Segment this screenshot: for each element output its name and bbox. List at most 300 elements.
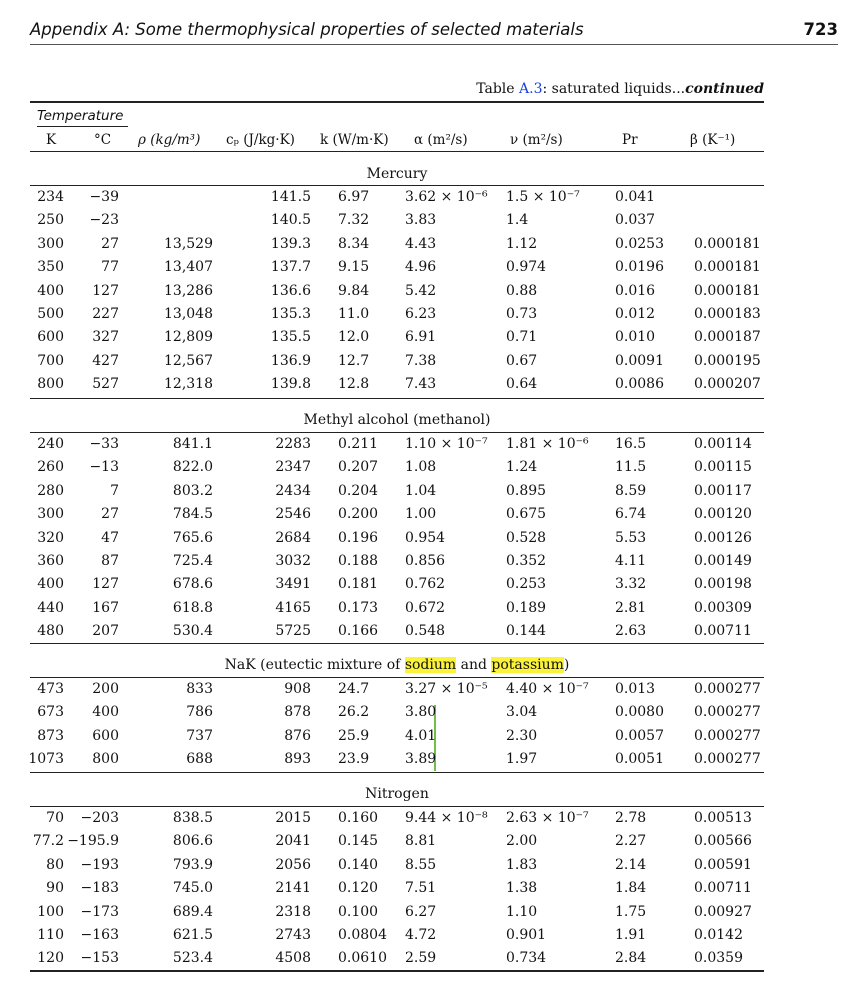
cell-expansion: 0.000277 bbox=[694, 751, 761, 768]
cell-temp-K: 1073 bbox=[28, 751, 64, 768]
cell-viscosity: 0.71 bbox=[506, 329, 538, 346]
header-bottom-rule bbox=[30, 151, 764, 152]
cell-conductivity: 26.2 bbox=[338, 704, 370, 721]
cell-diffusivity: 6.23 bbox=[405, 306, 437, 322]
cell-specific-heat: 2141 bbox=[275, 880, 311, 897]
cell-conductivity: 8.34 bbox=[338, 235, 370, 252]
cell-density: 765.6 bbox=[172, 529, 213, 546]
cell-temp-K: 234 bbox=[37, 189, 64, 205]
header-rho: ρ (kg/m³) bbox=[138, 132, 201, 148]
cell-prandtl: 0.0057 bbox=[615, 727, 664, 744]
cell-prandtl: 8.59 bbox=[615, 482, 647, 499]
cell-conductivity: 0.207 bbox=[338, 459, 379, 476]
cell-viscosity: 0.144 bbox=[506, 623, 547, 640]
group-rule-nak bbox=[30, 677, 764, 678]
cell-diffusivity: 0.672 bbox=[405, 599, 446, 616]
cell-prandtl: 6.74 bbox=[615, 506, 647, 523]
group-rule-methanol bbox=[30, 432, 764, 433]
cell-expansion: 0.00566 bbox=[694, 833, 752, 850]
header-Pr: Pr bbox=[622, 132, 638, 148]
table-row bbox=[0, 376, 849, 398]
cell-conductivity: 0.204 bbox=[338, 482, 379, 499]
cell-density: 13,286 bbox=[164, 282, 213, 299]
cell-temp-C: 47 bbox=[101, 529, 119, 546]
cell-viscosity: 1.12 bbox=[506, 235, 538, 252]
cell-prandtl: 1.84 bbox=[615, 880, 647, 897]
table-row bbox=[0, 353, 849, 375]
cell-density: 745.0 bbox=[172, 880, 213, 897]
cell-viscosity: 0.253 bbox=[506, 576, 547, 593]
cell-temp-K: 260 bbox=[37, 459, 64, 476]
cell-diffusivity: 4.43 bbox=[405, 235, 437, 252]
cell-density: 678.6 bbox=[172, 576, 213, 593]
cell-conductivity: 0.120 bbox=[338, 880, 379, 897]
cell-expansion: 0.00711 bbox=[694, 623, 752, 640]
cell-specific-heat: 876 bbox=[284, 727, 311, 744]
cell-prandtl: 11.5 bbox=[615, 459, 647, 476]
cell-specific-heat: 2546 bbox=[275, 506, 311, 523]
cell-density: 806.6 bbox=[172, 833, 213, 850]
cell-specific-heat: 2056 bbox=[275, 856, 311, 873]
cell-diffusivity: 0.954 bbox=[405, 529, 446, 546]
table-caption bbox=[476, 81, 764, 97]
header-nu: ν (m²/s) bbox=[510, 132, 563, 148]
cell-temp-K: 600 bbox=[37, 329, 64, 346]
cell-diffusivity: 7.38 bbox=[405, 352, 437, 369]
cell-temp-K: 80 bbox=[46, 856, 64, 873]
cell-viscosity: 0.67 bbox=[506, 352, 538, 369]
cell-viscosity: 1.81 × 10⁻⁶ bbox=[506, 436, 589, 452]
cell-viscosity: 0.974 bbox=[506, 259, 547, 276]
cell-temp-K: 800 bbox=[37, 376, 64, 393]
cell-prandtl: 5.53 bbox=[615, 529, 647, 546]
table-row bbox=[0, 530, 849, 552]
cell-density: 523.4 bbox=[172, 950, 213, 967]
page-number: 723 bbox=[803, 20, 838, 39]
header-cp: cₚ (J/kg·K) bbox=[226, 132, 295, 148]
cell-prandtl: 0.0196 bbox=[615, 259, 664, 276]
table-ref-link[interactable]: A.3 bbox=[519, 81, 543, 97]
table-row bbox=[0, 704, 849, 726]
cell-temp-K: 110 bbox=[37, 927, 64, 943]
cell-specific-heat: 2041 bbox=[275, 833, 311, 850]
cell-conductivity: 0.188 bbox=[338, 553, 379, 569]
cell-temp-K: 360 bbox=[37, 553, 64, 569]
cell-viscosity: 0.73 bbox=[506, 306, 538, 322]
cell-temp-C: −163 bbox=[80, 927, 119, 943]
cell-diffusivity: 3.89 bbox=[405, 751, 437, 768]
cell-prandtl: 2.27 bbox=[615, 833, 647, 850]
cell-conductivity: 0.145 bbox=[338, 833, 379, 850]
cell-density: 786 bbox=[186, 704, 213, 721]
cell-expansion: 0.000207 bbox=[694, 376, 761, 393]
cell-expansion: 0.00198 bbox=[694, 576, 752, 593]
cell-prandtl: 3.32 bbox=[615, 576, 647, 593]
cell-expansion: 0.0359 bbox=[694, 950, 743, 967]
cell-conductivity: 6.97 bbox=[338, 189, 370, 205]
cell-diffusivity: 3.83 bbox=[405, 212, 437, 229]
cell-specific-heat: 139.8 bbox=[270, 376, 311, 393]
cell-viscosity: 1.5 × 10⁻⁷ bbox=[506, 189, 580, 205]
cell-viscosity: 2.30 bbox=[506, 727, 538, 744]
cell-temp-K: 280 bbox=[37, 482, 64, 499]
cell-specific-heat: 140.5 bbox=[270, 212, 311, 229]
table-row bbox=[0, 483, 849, 505]
cell-diffusivity: 8.55 bbox=[405, 856, 437, 873]
cell-density: 784.5 bbox=[172, 506, 213, 523]
cell-temp-C: 27 bbox=[101, 506, 119, 523]
cell-viscosity: 0.895 bbox=[506, 482, 547, 499]
cell-viscosity: 1.97 bbox=[506, 751, 538, 768]
cell-conductivity: 24.7 bbox=[338, 681, 370, 697]
table-row bbox=[0, 880, 849, 902]
caption-prefix: Table bbox=[476, 81, 520, 97]
cell-density: 621.5 bbox=[172, 927, 213, 943]
cell-density: 12,809 bbox=[164, 329, 213, 346]
table-row bbox=[0, 600, 849, 622]
cell-conductivity: 23.9 bbox=[338, 751, 370, 768]
cell-expansion: 0.00115 bbox=[694, 459, 752, 476]
table-row bbox=[0, 576, 849, 598]
group-heading-methanol: Methyl alcohol (methanol) bbox=[303, 412, 491, 428]
cell-prandtl: 0.012 bbox=[615, 306, 656, 322]
cell-temp-C: −173 bbox=[80, 903, 119, 920]
cell-prandtl: 2.84 bbox=[615, 950, 647, 967]
group-heading-mercury: Mercury bbox=[366, 166, 428, 182]
cell-expansion: 0.00126 bbox=[694, 529, 752, 546]
cell-viscosity: 0.901 bbox=[506, 927, 547, 943]
table-row bbox=[0, 506, 849, 528]
cell-prandtl: 2.63 bbox=[615, 623, 647, 640]
cell-conductivity: 0.181 bbox=[338, 576, 379, 593]
cell-specific-heat: 878 bbox=[284, 704, 311, 721]
table-top-rule bbox=[30, 101, 764, 103]
cell-viscosity: 0.189 bbox=[506, 599, 547, 616]
cell-density: 841.1 bbox=[172, 436, 213, 452]
table-row bbox=[0, 459, 849, 481]
cell-specific-heat: 2347 bbox=[275, 459, 311, 476]
cell-conductivity: 0.166 bbox=[338, 623, 379, 640]
cell-temp-C: 400 bbox=[92, 704, 119, 721]
cell-diffusivity: 3.62 × 10⁻⁶ bbox=[405, 189, 488, 205]
cell-density: 833 bbox=[186, 681, 213, 697]
highlighted-potassium: potassium bbox=[491, 657, 564, 673]
cell-temp-C: 800 bbox=[92, 751, 119, 768]
cell-viscosity: 0.64 bbox=[506, 376, 538, 393]
cell-diffusivity: 6.27 bbox=[405, 903, 437, 920]
cell-specific-heat: 135.5 bbox=[270, 329, 311, 346]
cell-conductivity: 0.140 bbox=[338, 856, 379, 873]
table-row bbox=[0, 904, 849, 926]
cell-prandtl: 1.91 bbox=[615, 927, 647, 943]
cell-viscosity: 1.83 bbox=[506, 856, 538, 873]
cell-conductivity: 0.0610 bbox=[338, 950, 387, 967]
cell-conductivity: 7.32 bbox=[338, 212, 370, 229]
header-alpha: α (m²/s) bbox=[414, 132, 468, 148]
table-row bbox=[0, 306, 849, 328]
cell-density: 12,567 bbox=[164, 352, 213, 369]
cell-temp-K: 500 bbox=[37, 306, 64, 322]
cell-conductivity: 25.9 bbox=[338, 727, 370, 744]
cell-temp-K: 90 bbox=[46, 880, 64, 897]
cell-temp-K: 400 bbox=[37, 576, 64, 593]
cell-prandtl: 0.016 bbox=[615, 282, 656, 299]
cell-temp-K: 70 bbox=[46, 810, 64, 826]
cell-expansion: 0.000187 bbox=[694, 329, 761, 346]
cell-diffusivity: 4.96 bbox=[405, 259, 437, 276]
cell-specific-heat: 135.3 bbox=[270, 306, 311, 322]
cell-expansion: 0.00117 bbox=[694, 482, 752, 499]
cell-temp-K: 440 bbox=[37, 599, 64, 616]
cell-density: 618.8 bbox=[172, 599, 213, 616]
cell-expansion: 0.00711 bbox=[694, 880, 752, 897]
cell-specific-heat: 137.7 bbox=[270, 259, 311, 276]
cell-conductivity: 0.211 bbox=[338, 436, 379, 452]
cell-temp-C: −193 bbox=[80, 856, 119, 873]
cell-temp-C: 200 bbox=[92, 681, 119, 697]
cell-diffusivity: 5.42 bbox=[405, 282, 437, 299]
cell-expansion: 0.0142 bbox=[694, 927, 743, 943]
cell-specific-heat: 4165 bbox=[275, 599, 311, 616]
cell-viscosity: 0.675 bbox=[506, 506, 547, 523]
cell-diffusivity: 4.01 bbox=[405, 727, 437, 744]
cell-viscosity: 1.24 bbox=[506, 459, 538, 476]
cell-prandtl: 0.037 bbox=[615, 212, 656, 229]
cell-temp-C: 207 bbox=[92, 623, 119, 640]
cell-temp-C: 527 bbox=[92, 376, 119, 393]
table-row bbox=[0, 259, 849, 281]
cell-expansion: 0.00114 bbox=[694, 436, 752, 452]
cell-diffusivity: 1.08 bbox=[405, 459, 437, 476]
nak-name-part: and bbox=[456, 657, 492, 673]
cell-diffusivity: 6.91 bbox=[405, 329, 437, 346]
cell-temp-K: 873 bbox=[37, 727, 64, 744]
cell-prandtl: 0.013 bbox=[615, 681, 656, 697]
temperature-header-rule bbox=[37, 126, 128, 127]
cell-temp-K: 250 bbox=[37, 212, 64, 229]
table-row bbox=[0, 236, 849, 258]
cell-diffusivity: 9.44 × 10⁻⁸ bbox=[405, 810, 488, 826]
cell-temp-C: −13 bbox=[89, 459, 119, 476]
cell-temp-K: 300 bbox=[37, 235, 64, 252]
group-heading-nak bbox=[30, 657, 764, 673]
cell-temp-C: 227 bbox=[92, 306, 119, 322]
cell-temp-K: 100 bbox=[37, 903, 64, 920]
cell-expansion: 0.000195 bbox=[694, 352, 761, 369]
cell-density: 822.0 bbox=[172, 459, 213, 476]
cell-conductivity: 9.84 bbox=[338, 282, 370, 299]
temperature-header: Temperature bbox=[37, 108, 124, 124]
cell-density: 725.4 bbox=[172, 553, 213, 569]
table-row bbox=[0, 436, 849, 458]
cell-specific-heat: 4508 bbox=[275, 950, 311, 967]
table-row bbox=[0, 623, 849, 645]
table-row bbox=[0, 728, 849, 750]
cell-expansion: 0.00591 bbox=[694, 856, 752, 873]
cell-prandtl: 0.041 bbox=[615, 189, 656, 205]
cell-density: 838.5 bbox=[172, 810, 213, 826]
cell-diffusivity: 0.762 bbox=[405, 576, 446, 593]
cell-conductivity: 0.200 bbox=[338, 506, 379, 523]
caption-mid: : saturated liquids... bbox=[542, 81, 686, 97]
cell-temp-K: 240 bbox=[37, 436, 64, 452]
table-row bbox=[0, 212, 849, 234]
cell-diffusivity: 7.51 bbox=[405, 880, 437, 897]
cell-temp-K: 300 bbox=[37, 506, 64, 523]
cell-diffusivity: 1.04 bbox=[405, 482, 437, 499]
table-row bbox=[0, 857, 849, 879]
table-row bbox=[0, 833, 849, 855]
cell-specific-heat: 2283 bbox=[275, 436, 311, 452]
running-head-title: Appendix A: Some thermophysical properties of selected materials bbox=[30, 20, 584, 39]
cell-viscosity: 0.528 bbox=[506, 529, 547, 546]
cell-expansion: 0.00309 bbox=[694, 599, 752, 616]
cell-expansion: 0.000277 bbox=[694, 681, 761, 697]
cell-viscosity: 1.38 bbox=[506, 880, 538, 897]
cell-expansion: 0.000183 bbox=[694, 306, 761, 322]
cell-density: 12,318 bbox=[164, 376, 213, 393]
cell-conductivity: 12.8 bbox=[338, 376, 370, 393]
cell-specific-heat: 3032 bbox=[275, 553, 311, 569]
cell-conductivity: 0.160 bbox=[338, 810, 379, 826]
cell-expansion: 0.00149 bbox=[694, 553, 752, 569]
cell-expansion: 0.000181 bbox=[694, 235, 761, 252]
cell-density: 737 bbox=[186, 727, 213, 744]
cell-temp-C: −203 bbox=[80, 810, 119, 826]
cell-temp-C: 600 bbox=[92, 727, 119, 744]
cell-diffusivity: 8.81 bbox=[405, 833, 437, 850]
cell-prandtl: 0.010 bbox=[615, 329, 656, 346]
cell-viscosity: 0.734 bbox=[506, 950, 547, 967]
cell-temp-C: 27 bbox=[101, 235, 119, 252]
cell-specific-heat: 139.3 bbox=[270, 235, 311, 252]
cell-temp-K: 700 bbox=[37, 352, 64, 369]
cell-specific-heat: 893 bbox=[284, 751, 311, 768]
cell-temp-K: 400 bbox=[37, 282, 64, 299]
cell-prandtl: 0.0091 bbox=[615, 352, 664, 369]
cell-temp-K: 673 bbox=[37, 704, 64, 721]
cell-density: 13,529 bbox=[164, 235, 213, 252]
cell-specific-heat: 136.6 bbox=[270, 282, 311, 299]
nak-name-part: ) bbox=[563, 657, 570, 673]
group-rule-nitrogen bbox=[30, 806, 764, 807]
cell-diffusivity: 1.10 × 10⁻⁷ bbox=[405, 436, 488, 452]
cell-viscosity: 0.352 bbox=[506, 553, 547, 569]
table-row bbox=[0, 283, 849, 305]
cell-specific-heat: 908 bbox=[284, 681, 311, 697]
cell-prandtl: 2.14 bbox=[615, 856, 647, 873]
cell-conductivity: 0.0804 bbox=[338, 927, 387, 943]
cell-prandtl: 0.0253 bbox=[615, 235, 664, 252]
group-heading-nitrogen: Nitrogen bbox=[365, 786, 429, 802]
table-row bbox=[0, 950, 849, 972]
cell-density: 13,048 bbox=[164, 306, 213, 322]
cell-temp-C: 7 bbox=[110, 482, 119, 499]
cell-temp-C: 167 bbox=[92, 599, 119, 616]
cell-prandtl: 16.5 bbox=[615, 436, 647, 452]
cell-viscosity: 1.4 bbox=[506, 212, 529, 229]
cell-specific-heat: 2318 bbox=[275, 903, 311, 920]
cell-expansion: 0.00927 bbox=[694, 903, 752, 920]
cell-viscosity: 3.04 bbox=[506, 704, 538, 721]
highlighted-sodium: sodium bbox=[404, 657, 457, 673]
cell-expansion: 0.00120 bbox=[694, 506, 752, 523]
cell-diffusivity: 3.27 × 10⁻⁵ bbox=[405, 681, 488, 697]
cell-viscosity: 2.00 bbox=[506, 833, 538, 850]
cell-prandtl: 4.11 bbox=[615, 553, 647, 569]
cell-density: 793.9 bbox=[172, 856, 213, 873]
cell-temp-C: 127 bbox=[92, 576, 119, 593]
table-row bbox=[0, 810, 849, 832]
cell-viscosity: 4.40 × 10⁻⁷ bbox=[506, 681, 589, 697]
cell-density: 688 bbox=[186, 751, 213, 768]
cell-specific-heat: 5725 bbox=[275, 623, 311, 640]
cell-conductivity: 12.7 bbox=[338, 352, 370, 369]
cell-temp-C: 327 bbox=[92, 329, 119, 346]
cell-diffusivity: 4.72 bbox=[405, 927, 437, 943]
table-row bbox=[0, 189, 849, 211]
cell-prandtl: 2.78 bbox=[615, 810, 647, 826]
cell-expansion: 0.000181 bbox=[694, 282, 761, 299]
cell-conductivity: 0.173 bbox=[338, 599, 379, 616]
cell-conductivity: 0.196 bbox=[338, 529, 379, 546]
cell-expansion: 0.000181 bbox=[694, 259, 761, 276]
nak-name-part: NaK (eutectic mixture of bbox=[224, 657, 405, 673]
table-row bbox=[0, 553, 849, 575]
cell-temp-K: 120 bbox=[37, 950, 64, 967]
cell-prandtl: 2.81 bbox=[615, 599, 647, 616]
cell-viscosity: 1.10 bbox=[506, 903, 538, 920]
cell-temp-C: 87 bbox=[101, 553, 119, 569]
cell-temp-C: 127 bbox=[92, 282, 119, 299]
table-row bbox=[0, 681, 849, 703]
cell-specific-heat: 2434 bbox=[275, 482, 311, 499]
cell-expansion: 0.00513 bbox=[694, 810, 752, 826]
header-C: °C bbox=[94, 132, 112, 148]
table-row bbox=[0, 927, 849, 949]
cell-density: 803.2 bbox=[172, 482, 213, 499]
cell-prandtl: 0.0051 bbox=[615, 751, 664, 768]
cell-density: 13,407 bbox=[164, 259, 213, 276]
table-row bbox=[0, 329, 849, 351]
cell-expansion: 0.000277 bbox=[694, 704, 761, 721]
cell-prandtl: 0.0086 bbox=[615, 376, 664, 393]
cell-density: 530.4 bbox=[172, 623, 213, 640]
cell-temp-C: −33 bbox=[89, 436, 119, 452]
cell-expansion: 0.000277 bbox=[694, 727, 761, 744]
cell-prandtl: 1.75 bbox=[615, 903, 647, 920]
cell-temp-K: 480 bbox=[37, 623, 64, 640]
cell-temp-K: 77.2 bbox=[32, 833, 64, 850]
cell-temp-K: 473 bbox=[37, 681, 64, 697]
cell-temp-C: −23 bbox=[89, 212, 119, 229]
cell-temp-C: −39 bbox=[89, 189, 119, 205]
cell-temp-C: −183 bbox=[80, 880, 119, 897]
cell-specific-heat: 141.5 bbox=[270, 189, 311, 205]
header-beta: β (K⁻¹) bbox=[690, 132, 736, 148]
running-head bbox=[30, 20, 838, 45]
cell-temp-K: 320 bbox=[37, 529, 64, 546]
cell-diffusivity: 7.43 bbox=[405, 376, 437, 393]
cell-conductivity: 0.100 bbox=[338, 903, 379, 920]
cell-viscosity: 2.63 × 10⁻⁷ bbox=[506, 810, 589, 826]
cell-conductivity: 12.0 bbox=[338, 329, 370, 346]
cell-diffusivity: 1.00 bbox=[405, 506, 437, 523]
cell-temp-C: 77 bbox=[101, 259, 119, 276]
cell-specific-heat: 2015 bbox=[275, 810, 311, 826]
cell-specific-heat: 2684 bbox=[275, 529, 311, 546]
cell-specific-heat: 136.9 bbox=[270, 352, 311, 369]
